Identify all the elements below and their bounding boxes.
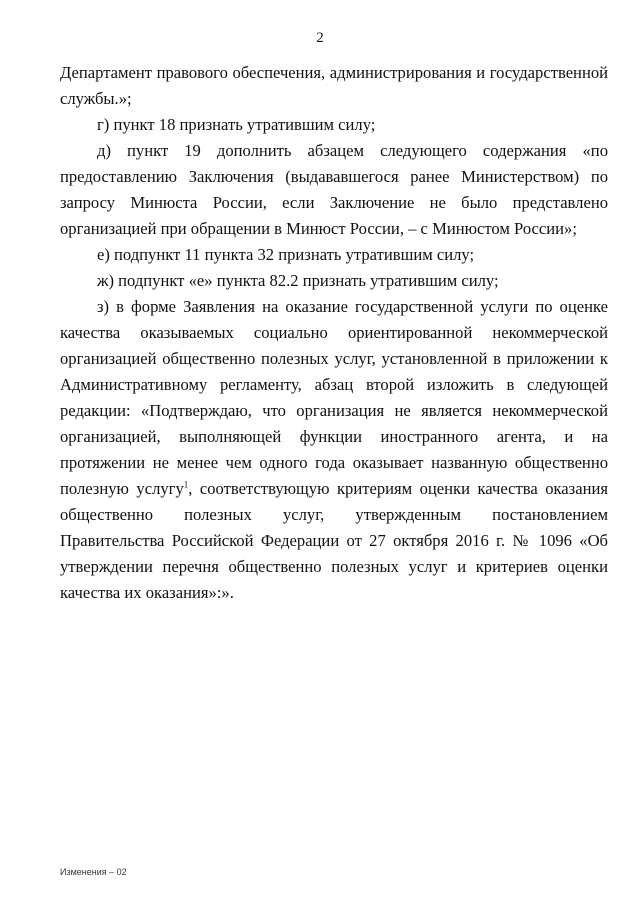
- footnote-marker: 1: [183, 479, 189, 490]
- paragraph-item-e: е) подпункт 11 пункта 32 признать утратившим силу;: [97, 245, 475, 264]
- paragraph-department: Департамент правового обеспечения, администрирования и государственной службы.»;: [60, 63, 608, 108]
- paragraph-item-g: г) пункт 18 признать утратившим силу;: [97, 115, 376, 134]
- paragraph-item-z: [60, 294, 608, 606]
- paragraph-item-zh: ж) подпункт «е» пункта 82.2 признать утратившим силу;: [97, 271, 499, 290]
- document-body: [60, 60, 608, 606]
- footer-revision-note: Изменения – 02: [60, 867, 127, 877]
- page-number: 2: [316, 30, 324, 46]
- paragraph-item-d: д) пункт 19 дополнить абзацем следующего содержания «по предоставлению Заключения (выдававшегося ранее Министерством) по запросу Минюста России, если Заключение не было представлено организацией при обращении в Минюст России, – с Минюстом России»;: [60, 141, 608, 238]
- paragraph-item-z-part2: , соответствующую критериям оценки качества оказания общественно полезных услуг, утвержденным постановлением Правительства Российской Федерации от 27 октября 2016 г. № 1096 «Об утверждении перечня общественно полезных услуг и критериев оценки качества их оказания»:».: [60, 479, 608, 602]
- paragraph-item-z-part1: з) в форме Заявления на оказание государственной услуги по оценке качества оказываемых социально ориентированной некоммерческой организацией общественно полезных услуг, установленной в приложении к Административному регламенту, абзац второй изложить в следующей редакции: «Подтверждаю, что организация не является некоммерческой организацией, выполняющей функции иностранного агента, и на протяжении не менее чем одного года оказывает названную общественно полезную услугу: [60, 297, 608, 498]
